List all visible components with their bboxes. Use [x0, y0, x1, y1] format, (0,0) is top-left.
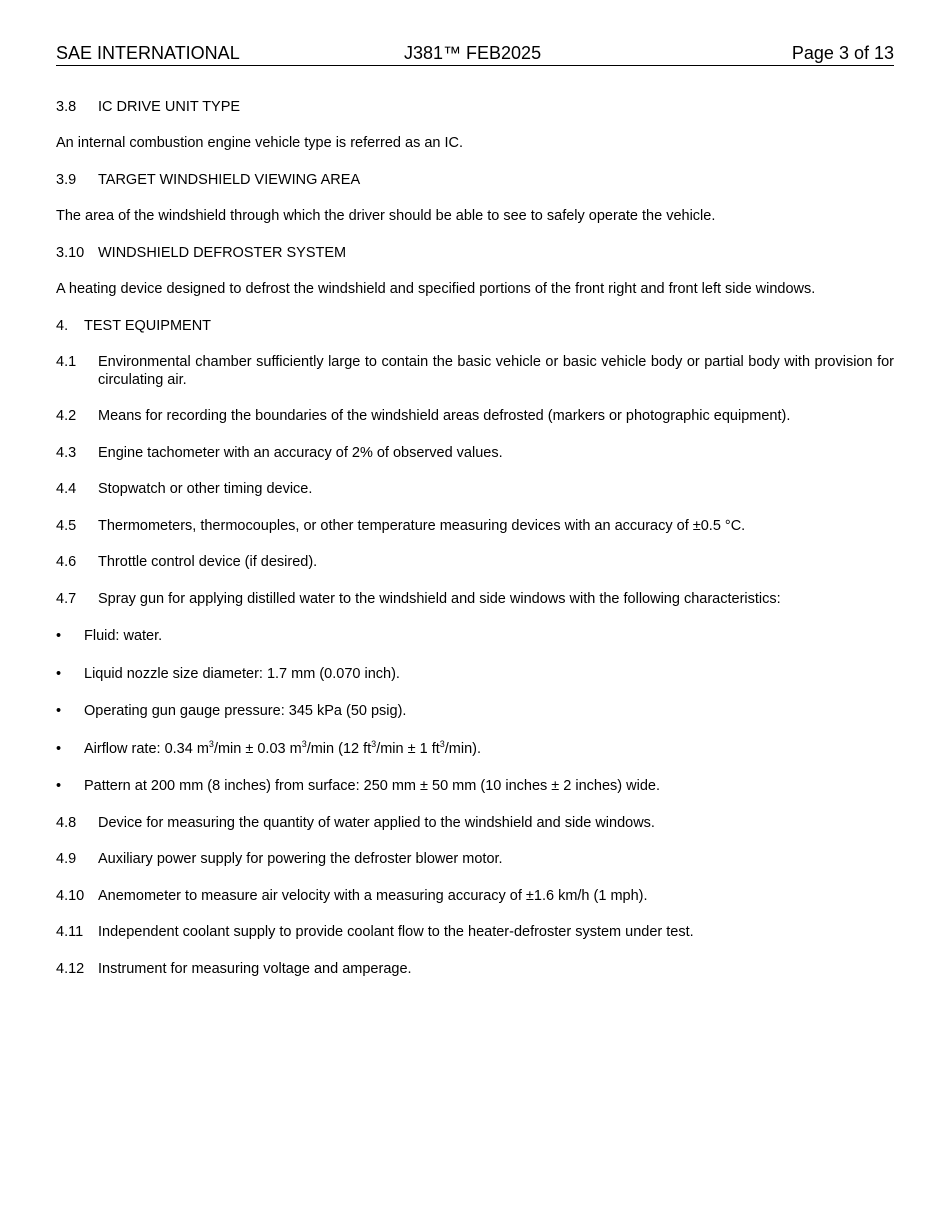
- page-header: [56, 43, 894, 66]
- item-number: 4.6: [56, 554, 77, 570]
- item-number: 4.11: [56, 924, 84, 940]
- item-text: Auxiliary power supply for powering the defroster blower motor.: [98, 851, 503, 867]
- superscript: 3: [208, 739, 214, 749]
- item-text: Anemometer to measure air velocity with a measuring accuracy of ±1.6 km/h (1 mph).: [98, 888, 648, 904]
- bullet-icon: •: [56, 666, 62, 682]
- section-number: 3.8: [56, 99, 77, 115]
- superscript: 3: [371, 739, 377, 749]
- item-text: Thermometers, thermocouples, or other temperature measuring devices with an accuracy of ±0.5 °C.: [98, 518, 746, 534]
- section-number: 3.9: [56, 172, 77, 188]
- item-number: 4.2: [56, 408, 77, 424]
- item-number: 4.10: [56, 888, 85, 904]
- item-number: 4.7: [56, 591, 77, 607]
- bullet-text: Operating gun gauge pressure: 345 kPa (50 psig).: [84, 703, 407, 719]
- airflow-text-part: /min ± 0.03 m: [213, 741, 302, 757]
- paragraph-3-9: The area of the windshield through which the driver should be able to see to safely operate the vehicle.: [56, 208, 716, 224]
- airflow-text-part: /min).: [444, 741, 482, 757]
- section-title: TEST EQUIPMENT: [84, 318, 212, 334]
- bullet-icon: •: [56, 741, 62, 757]
- bullet-icon: •: [56, 778, 62, 794]
- paragraph-3-10: A heating device designed to defrost the windshield and specified portions of the front right and front left side windows.: [56, 281, 816, 297]
- header-organization: SAE INTERNATIONAL: [56, 43, 240, 63]
- section-title: TARGET WINDSHIELD VIEWING AREA: [98, 172, 361, 188]
- bullet-icon: •: [56, 628, 62, 644]
- list-item-4-1: [56, 353, 894, 389]
- item-number: 4.3: [56, 445, 77, 461]
- bullet-text: [84, 740, 481, 758]
- section-number: 3.10: [56, 245, 85, 261]
- item-number: 4.9: [56, 851, 77, 867]
- airflow-text-part: /min (12 ft: [306, 741, 372, 757]
- airflow-text-part: Airflow rate: 0.34 m: [84, 741, 209, 757]
- superscript: 3: [301, 739, 307, 749]
- section-number: 4.: [56, 318, 69, 334]
- item-text: Means for recording the boundaries of the windshield areas defrosted (markers or photographic equipment).: [98, 408, 791, 424]
- item-number: 4.1: [56, 354, 77, 370]
- header-page-number: Page 3 of 13: [791, 43, 894, 63]
- item-text: Engine tachometer with an accuracy of 2% of observed values.: [98, 445, 503, 461]
- item-text: Independent coolant supply to provide coolant flow to the heater-defroster system under test.: [98, 924, 694, 940]
- item-text: Throttle control device (if desired).: [98, 554, 318, 570]
- airflow-text-part: /min ± 1 ft: [376, 741, 440, 757]
- item-text: Instrument for measuring voltage and amperage.: [98, 961, 412, 977]
- item-number: 4.12: [56, 961, 85, 977]
- item-text: Spray gun for applying distilled water to the windshield and side windows with the following characteristics:: [98, 591, 781, 607]
- item-number: 4.8: [56, 815, 77, 831]
- paragraph-3-8: An internal combustion engine vehicle type is referred as an IC.: [56, 135, 464, 151]
- superscript: 3: [439, 739, 445, 749]
- header-document-id: J381™ FEB2025: [404, 43, 542, 63]
- bullet-text: Liquid nozzle size diameter: 1.7 mm (0.070 inch).: [84, 666, 400, 682]
- section-title: WINDSHIELD DEFROSTER SYSTEM: [98, 245, 347, 261]
- bullet-icon: •: [56, 703, 62, 719]
- item-text: Environmental chamber sufficiently large to contain the basic vehicle or basic vehicle body or partial body with provision for circulating air.: [98, 354, 894, 388]
- item-number: 4.5: [56, 518, 77, 534]
- item-number: 4.4: [56, 481, 77, 497]
- item-text: Device for measuring the quantity of water applied to the windshield and side windows.: [98, 815, 655, 831]
- item-text: Stopwatch or other timing device.: [98, 481, 313, 497]
- section-title: IC DRIVE UNIT TYPE: [98, 99, 241, 115]
- bullet-text: Fluid: water.: [84, 628, 163, 644]
- bullet-text: Pattern at 200 mm (8 inches) from surface: 250 mm ± 50 mm (10 inches ± 2 inches) wide.: [84, 778, 660, 794]
